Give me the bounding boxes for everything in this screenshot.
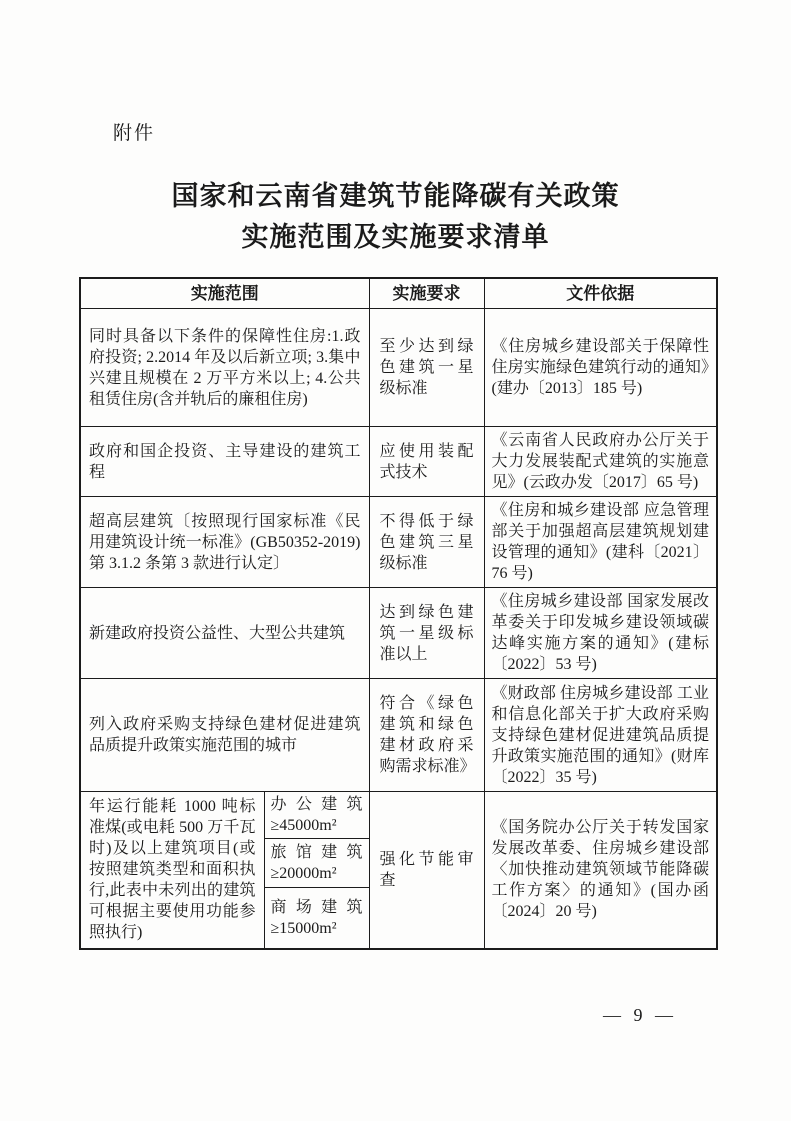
requirement-cell: 应使用装配式技术 <box>369 427 484 497</box>
basis-cell: 《财政部 住房城乡建设部 工业和信息化部关于扩大政府采购支持绿色建材促进建筑品质提升政策实施范围的通知》(财库〔2022〕35 号) <box>484 679 717 792</box>
page-number: — 9 — <box>603 1005 677 1025</box>
scope-cell: 列入政府采购支持绿色建材促进建筑品质提升政策实施范围的城市 <box>80 679 369 792</box>
threshold-cell-mall <box>264 888 369 949</box>
table-row <box>80 679 717 792</box>
table-row <box>80 497 717 588</box>
table-row <box>80 427 717 497</box>
requirement-cell: 不得低于绿色建筑三星级标准 <box>369 497 484 588</box>
basis-cell: 《住房城乡建设部关于保障性住房实施绿色建筑行动的通知》(建办〔2013〕185 号) <box>484 309 717 427</box>
requirement-cell: 符合《绿色建筑和绿色建材政府采购需求标准》 <box>369 679 484 792</box>
basis-cell: 《住房城乡建设部 国家发展改革委关于印发城乡建设领域碳达峰实施方案的通知》(建标〔2022〕53 号) <box>484 588 717 679</box>
col-header-scope: 实施范围 <box>80 278 369 309</box>
attachment-label: 附件 <box>113 123 156 144</box>
col-header-requirement: 实施要求 <box>369 278 484 309</box>
table-row <box>80 309 717 427</box>
threshold-area: ≥20000m² <box>270 865 337 882</box>
threshold-cell-hotel <box>264 839 369 888</box>
basis-cell: 《住房和城乡建设部 应急管理部关于加强超高层建筑规划建设管理的通知》(建科〔2021〕76 号) <box>484 497 717 588</box>
requirement-cell: 达到绿色建筑一星级标准以上 <box>369 588 484 679</box>
requirement-cell: 强化节能审查 <box>369 792 484 949</box>
scope-cell: 超高层建筑〔按照现行国家标准《民用建筑设计统一标准》(GB50352-2019)第 3.1.2 条第 3 款进行认定〕 <box>80 497 369 588</box>
scope-cell: 政府和国企投资、主导建设的建筑工程 <box>80 427 369 497</box>
scope-cell: 同时具备以下条件的保障性住房:1.政府投资; 2.2014 年及以后新立项; 3.集中兴建且规模在 2 万平方米以上; 4.公共租赁住房(含并轨后的廉租住房) <box>80 309 369 427</box>
scope-cell: 年运行能耗 1000 吨标准煤(或电耗 500 万千瓦时)及以上建筑项目(或按照建筑类型和面积执行,此表中未列出的建筑可根据主要使用功能参照执行) <box>80 792 264 949</box>
table-row <box>80 588 717 679</box>
threshold-area: ≥15000m² <box>270 919 337 937</box>
document-title <box>0 176 791 258</box>
requirement-cell: 至少达到绿色建筑一星级标准 <box>369 309 484 427</box>
basis-cell: 《云南省人民政府办公厅关于大力发展装配式建筑的实施意见》(云政办发〔2017〕65 号) <box>484 427 717 497</box>
threshold-type: 旅馆建筑 <box>270 844 363 861</box>
threshold-cell-office <box>264 792 369 839</box>
table-row-energy <box>80 792 717 839</box>
threshold-area: ≥45000m² <box>270 817 337 834</box>
basis-cell: 《国务院办公厅关于转发国家发展改革委、住房城乡建设部〈加快推动建筑领域节能降碳工作方案〉的通知》(国办函〔2024〕20 号) <box>484 792 717 949</box>
document-title-line2: 实施范围及实施要求清单 <box>241 222 550 252</box>
threshold-type: 商场建筑 <box>270 898 363 916</box>
table-header-row <box>80 278 717 309</box>
document-title-line1: 国家和云南省建筑节能降碳有关政策 <box>171 181 620 211</box>
policy-table <box>79 277 718 950</box>
threshold-type: 办公建筑 <box>270 796 363 813</box>
col-header-basis: 文件依据 <box>484 278 717 309</box>
scope-cell: 新建政府投资公益性、大型公共建筑 <box>80 588 369 679</box>
